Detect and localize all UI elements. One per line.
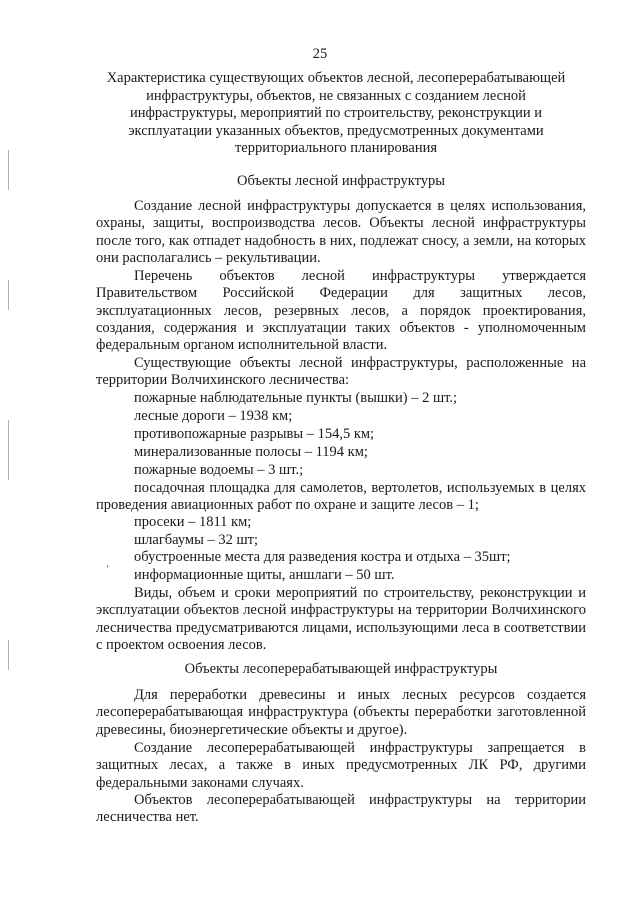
list-item: пожарные наблюдательные пункты (вышки) – 2 шт.; — [134, 390, 458, 406]
section-heading-wood-processing-infrastructure: Объекты лесоперерабатывающей инфраструктуры — [184, 661, 498, 677]
list-item: посадочная площадка для самолетов, вертолетов, используемых в целях проведения авиационных работ по охране и защите лесов – 1; — [96, 480, 586, 514]
paragraph: Существующие объекты лесной инфраструктуры, расположенные на территории Волчихинского лесничества: — [96, 355, 586, 389]
list-item: обустроенные места для разведения костра и отдыха – 35шт; — [134, 549, 511, 565]
list-item: пожарные водоемы – 3 шт.; — [134, 462, 304, 478]
section-heading-forest-infrastructure: Объекты лесной инфраструктуры — [237, 173, 445, 189]
scan-margin-mark — [8, 280, 9, 310]
list-item: минерализованные полосы – 1194 км; — [134, 444, 368, 460]
list-item: просеки – 1811 км; — [134, 514, 252, 530]
list-item: противопожарные разрывы – 154,5 км; — [134, 426, 375, 442]
list-item: шлагбаумы – 32 шт; — [134, 532, 258, 548]
scan-margin-mark — [8, 150, 9, 190]
paragraph: Объектов лесоперерабатывающей инфраструктуры на территории лесничества нет. — [96, 792, 586, 826]
paragraph: Создание лесоперерабатывающей инфраструктуры запрещается в защитных лесах, а также в иных предусмотренных ЛК РФ, другими федеральными законами случаях. — [96, 740, 586, 791]
paragraph: Создание лесной инфраструктуры допускается в целях использования, охраны, защиты, воспроизводства лесов. Объекты лесной инфраструктуры после того, как отпадет надобность в них, подлежат сносу, а земли, на которых они располагались – рекультивации. — [96, 198, 586, 266]
paragraph: Для переработки древесины и иных лесных ресурсов создается лесоперерабатывающая инфраструктура (объекты переработки заготовленной древесины, биоэнергетические объекты и другое). — [96, 687, 586, 738]
scan-margin-mark — [8, 640, 9, 670]
page-number: 25 — [312, 46, 328, 62]
scan-margin-mark — [8, 420, 9, 480]
scan-stray-mark: ‘ — [106, 564, 110, 575]
paragraph: Виды, объем и сроки мероприятий по строительству, реконструкции и эксплуатации объектов лесной инфраструктуры на территории Волчихинского лесничества предусматриваются лицами, использующими леса в соответствии с проектом освоения лесов. — [96, 585, 586, 653]
document-title: Характеристика существующих объектов лесной, лесоперерабатывающей инфраструктуры, объектов, не связанных с созданием лесной инфраструктуры, мероприятий по строительству, реконструкции и эксплуатации указанных объектов, предусмотренных документами территориального планирования — [106, 70, 566, 157]
paragraph: Перечень объектов лесной инфраструктуры утверждается Правительством Российской Федерации для защитных лесов, эксплуатационных лесов, резервных лесов, а порядок проектирования, создания, содержания и эксплуатации таких объектов - уполномоченным федеральным органом исполнительной власти. — [96, 268, 586, 354]
list-item: информационные щиты, аншлаги – 50 шт. — [134, 567, 395, 583]
list-item: лесные дороги – 1938 км; — [134, 408, 293, 424]
